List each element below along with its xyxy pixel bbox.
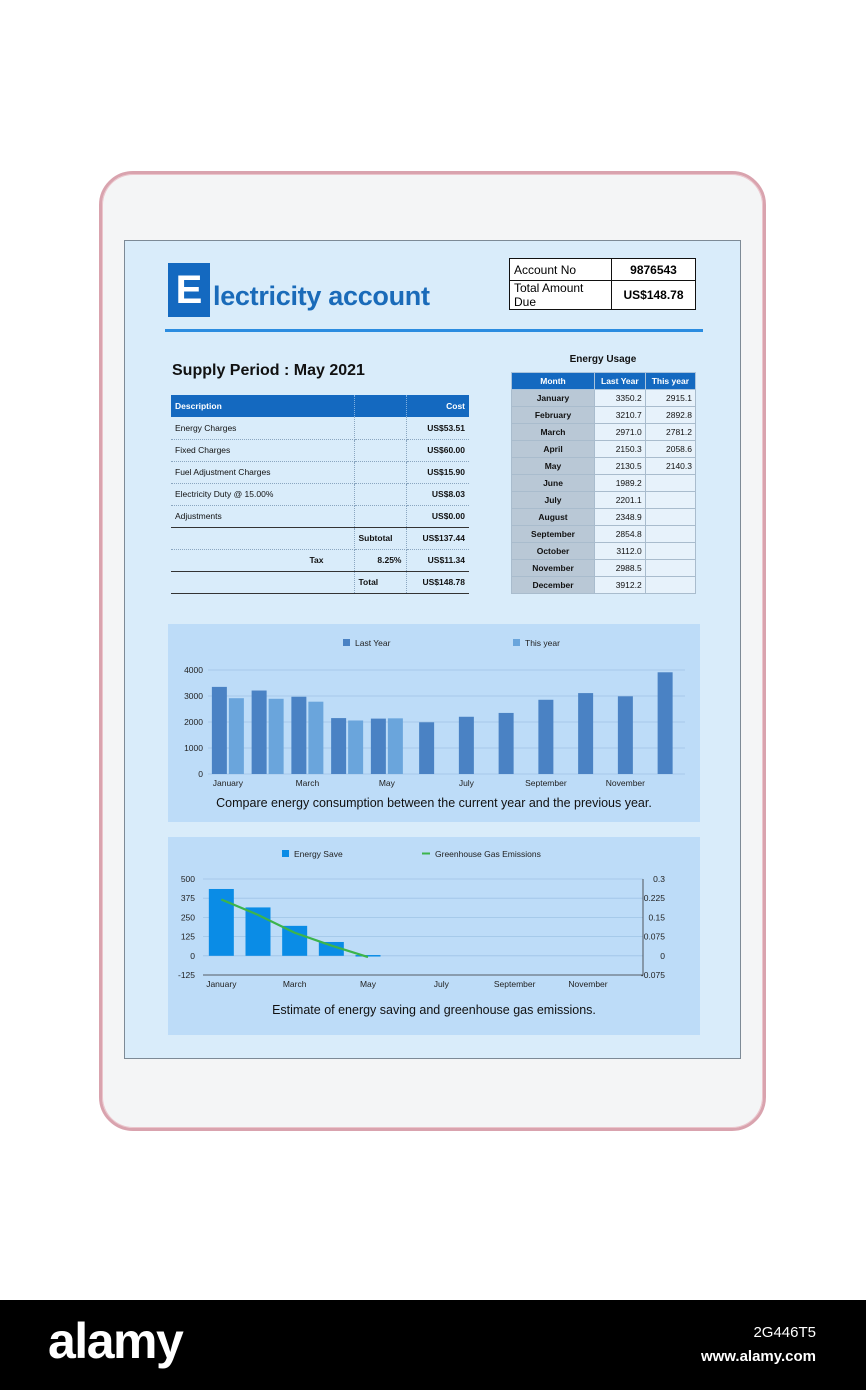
bill-subtotal-row <box>171 527 469 549</box>
y-tick-label: 2000 <box>184 717 203 727</box>
usage-this-year: 2915.1 <box>645 390 695 407</box>
x-tick-label: January <box>206 979 237 989</box>
legend-label: This year <box>525 638 560 648</box>
usage-row <box>512 577 696 594</box>
bill-row-cost: US$60.00 <box>406 439 469 461</box>
usage-month: April <box>512 441 595 458</box>
usage-row <box>512 407 696 424</box>
x-tick-label: January <box>212 778 243 788</box>
consumption-chart <box>168 624 700 822</box>
usage-month: June <box>512 475 595 492</box>
image-id: 2G446T5 <box>753 1324 816 1341</box>
x-tick-label: March <box>295 778 320 788</box>
bill-table <box>171 395 469 594</box>
usage-last-year: 1989.2 <box>595 475 646 492</box>
legend-label: Greenhouse Gas Emissions <box>435 849 541 859</box>
y-tick-label: 4000 <box>184 665 203 675</box>
bar-last-year <box>212 687 227 774</box>
y-left-tick-label: 250 <box>180 912 195 923</box>
bill-header-blank <box>354 395 406 417</box>
bar-last-year <box>419 722 434 774</box>
bar-last-year <box>331 718 346 774</box>
usage-this-year <box>645 577 695 594</box>
usage-row <box>512 526 696 543</box>
bill-tax-row <box>171 549 469 571</box>
page-title: lectricity account <box>213 281 430 311</box>
bill-header-description: Description <box>171 395 354 417</box>
bar-this-year <box>388 718 403 774</box>
tax-label: Tax <box>171 549 354 571</box>
legend-label: Energy Save <box>294 849 343 859</box>
bill-row-cost: US$53.51 <box>406 417 469 439</box>
bill-row <box>171 483 469 505</box>
y-left-tick-label: 0 <box>190 950 195 961</box>
supply-period: Supply Period : May 2021 <box>172 362 365 379</box>
y-right-tick-label: 0 <box>660 950 665 961</box>
y-right-tick-label: 0.225 <box>643 893 665 904</box>
usage-row <box>512 458 696 475</box>
legend-label: Last Year <box>355 638 391 648</box>
total-value: US$148.78 <box>406 571 469 593</box>
y-tick-label: 1000 <box>184 743 203 753</box>
usage-last-year: 3112.0 <box>595 543 646 560</box>
usage-this-year <box>645 526 695 543</box>
usage-this-year: 2892.8 <box>645 407 695 424</box>
usage-row <box>512 424 696 441</box>
bar-this-year <box>269 699 284 774</box>
site-url: www.alamy.com <box>700 1348 816 1365</box>
y-right-tick-label: 0.075 <box>643 931 665 942</box>
usage-this-year: 2781.2 <box>645 424 695 441</box>
bill-row <box>171 417 469 439</box>
usage-month: January <box>512 390 595 407</box>
usage-last-year: 3912.2 <box>595 577 646 594</box>
legend-swatch <box>343 639 350 646</box>
bill-row-description: Electricity Duty @ 15.00% <box>171 483 354 505</box>
bill-total-row <box>171 571 469 593</box>
bill-header-row <box>171 395 469 417</box>
energy-usage-table <box>511 372 696 594</box>
tablet-screen <box>124 240 741 1059</box>
y-left-tick-label: 375 <box>180 893 195 904</box>
y-tick-label: 0 <box>198 769 203 779</box>
usage-header-month: Month <box>512 373 595 390</box>
account-no-label: Account No <box>510 259 612 281</box>
tax-rate: 8.25% <box>354 549 406 571</box>
bar-last-year <box>538 700 553 774</box>
legend-swatch <box>282 850 289 857</box>
bar-energy-save <box>282 926 307 956</box>
bill-row-description: Energy Charges <box>171 417 354 439</box>
watermark-bar <box>0 1300 866 1390</box>
bill-row-description: Adjustments <box>171 505 354 527</box>
y-left-tick-label: 125 <box>180 931 195 942</box>
bar-energy-save <box>209 889 234 956</box>
x-tick-label: July <box>433 979 449 989</box>
usage-row <box>512 560 696 577</box>
total-due-label: Total Amount Due <box>510 281 612 310</box>
usage-row <box>512 543 696 560</box>
bar-last-year <box>578 693 593 774</box>
total-due-value: US$148.78 <box>612 281 696 310</box>
y-left-tick-label: 500 <box>180 874 195 884</box>
consumption-chart-svg <box>168 624 700 822</box>
bill-row <box>171 439 469 461</box>
usage-this-year <box>645 509 695 526</box>
usage-header-row <box>512 373 696 390</box>
header-divider <box>165 329 703 332</box>
bar-last-year <box>618 696 633 774</box>
bill-row-cost: US$0.00 <box>406 505 469 527</box>
usage-last-year: 2201.1 <box>595 492 646 509</box>
usage-month: November <box>512 560 595 577</box>
bar-last-year <box>459 717 474 774</box>
consumption-chart-caption: Compare energy consumption between the current year and the previous year. <box>216 796 652 810</box>
x-tick-label: September <box>493 979 536 989</box>
x-tick-label: July <box>458 778 474 788</box>
x-tick-label: November <box>605 778 645 788</box>
usage-this-year <box>645 475 695 492</box>
y-right-tick-label: 0.15 <box>648 912 665 923</box>
account-no-value: 9876543 <box>612 259 696 281</box>
usage-last-year: 2348.9 <box>595 509 646 526</box>
usage-this-year: 2058.6 <box>645 441 695 458</box>
usage-last-year: 3350.2 <box>595 390 646 407</box>
bill-row <box>171 505 469 527</box>
usage-this-year <box>645 543 695 560</box>
usage-month: September <box>512 526 595 543</box>
usage-row <box>512 492 696 509</box>
bar-last-year <box>371 719 386 774</box>
savings-chart <box>168 837 700 1035</box>
bill-row-description: Fuel Adjustment Charges <box>171 461 354 483</box>
x-tick-label: May <box>359 979 377 989</box>
y-right-tick-label: 0.3 <box>653 874 665 884</box>
y-right-tick-label: -0.075 <box>640 970 665 980</box>
savings-chart-caption: Estimate of energy saving and greenhouse gas emissions. <box>272 1003 596 1017</box>
tax-value: US$11.34 <box>406 549 469 571</box>
usage-this-year: 2140.3 <box>645 458 695 475</box>
subtotal-label: Subtotal <box>354 527 406 549</box>
bar-last-year <box>291 697 306 774</box>
bill-header-cost: Cost <box>406 395 469 417</box>
usage-header-this-year: This year <box>645 373 695 390</box>
usage-month: March <box>512 424 595 441</box>
usage-month: October <box>512 543 595 560</box>
bar-last-year <box>658 672 673 774</box>
usage-this-year <box>645 492 695 509</box>
bill-row-cost: US$8.03 <box>406 483 469 505</box>
y-tick-label: 3000 <box>184 691 203 701</box>
usage-last-year: 2130.5 <box>595 458 646 475</box>
usage-header-last-year: Last Year <box>595 373 646 390</box>
bar-this-year <box>348 720 363 774</box>
subtotal-value: US$137.44 <box>406 527 469 549</box>
x-tick-label: September <box>525 778 567 788</box>
account-summary <box>509 258 696 310</box>
x-tick-label: March <box>282 979 307 989</box>
usage-month: May <box>512 458 595 475</box>
y-left-tick-label: -125 <box>177 970 195 980</box>
bar-this-year <box>229 698 244 774</box>
usage-month: February <box>512 407 595 424</box>
bill-row-description: Fixed Charges <box>171 439 354 461</box>
usage-row <box>512 509 696 526</box>
usage-last-year: 2854.8 <box>595 526 646 543</box>
logo-letter: E <box>168 263 210 317</box>
usage-this-year <box>645 560 695 577</box>
bar-this-year <box>308 702 323 774</box>
bar-last-year <box>252 691 267 774</box>
usage-last-year: 2150.3 <box>595 441 646 458</box>
usage-last-year: 2988.5 <box>595 560 646 577</box>
x-tick-label: November <box>568 979 608 989</box>
bar-last-year <box>499 713 514 774</box>
usage-row <box>512 475 696 492</box>
alamy-logo: alamy <box>48 1313 183 1369</box>
usage-month: July <box>512 492 595 509</box>
total-label: Total <box>354 571 406 593</box>
usage-month: December <box>512 577 595 594</box>
usage-row <box>512 390 696 407</box>
bill-row <box>171 461 469 483</box>
usage-month: August <box>512 509 595 526</box>
energy-usage-title: Energy Usage <box>569 354 637 365</box>
usage-row <box>512 441 696 458</box>
usage-last-year: 2971.0 <box>595 424 646 441</box>
legend-swatch <box>513 639 520 646</box>
usage-last-year: 3210.7 <box>595 407 646 424</box>
bill-row-cost: US$15.90 <box>406 461 469 483</box>
x-tick-label: May <box>378 778 395 788</box>
